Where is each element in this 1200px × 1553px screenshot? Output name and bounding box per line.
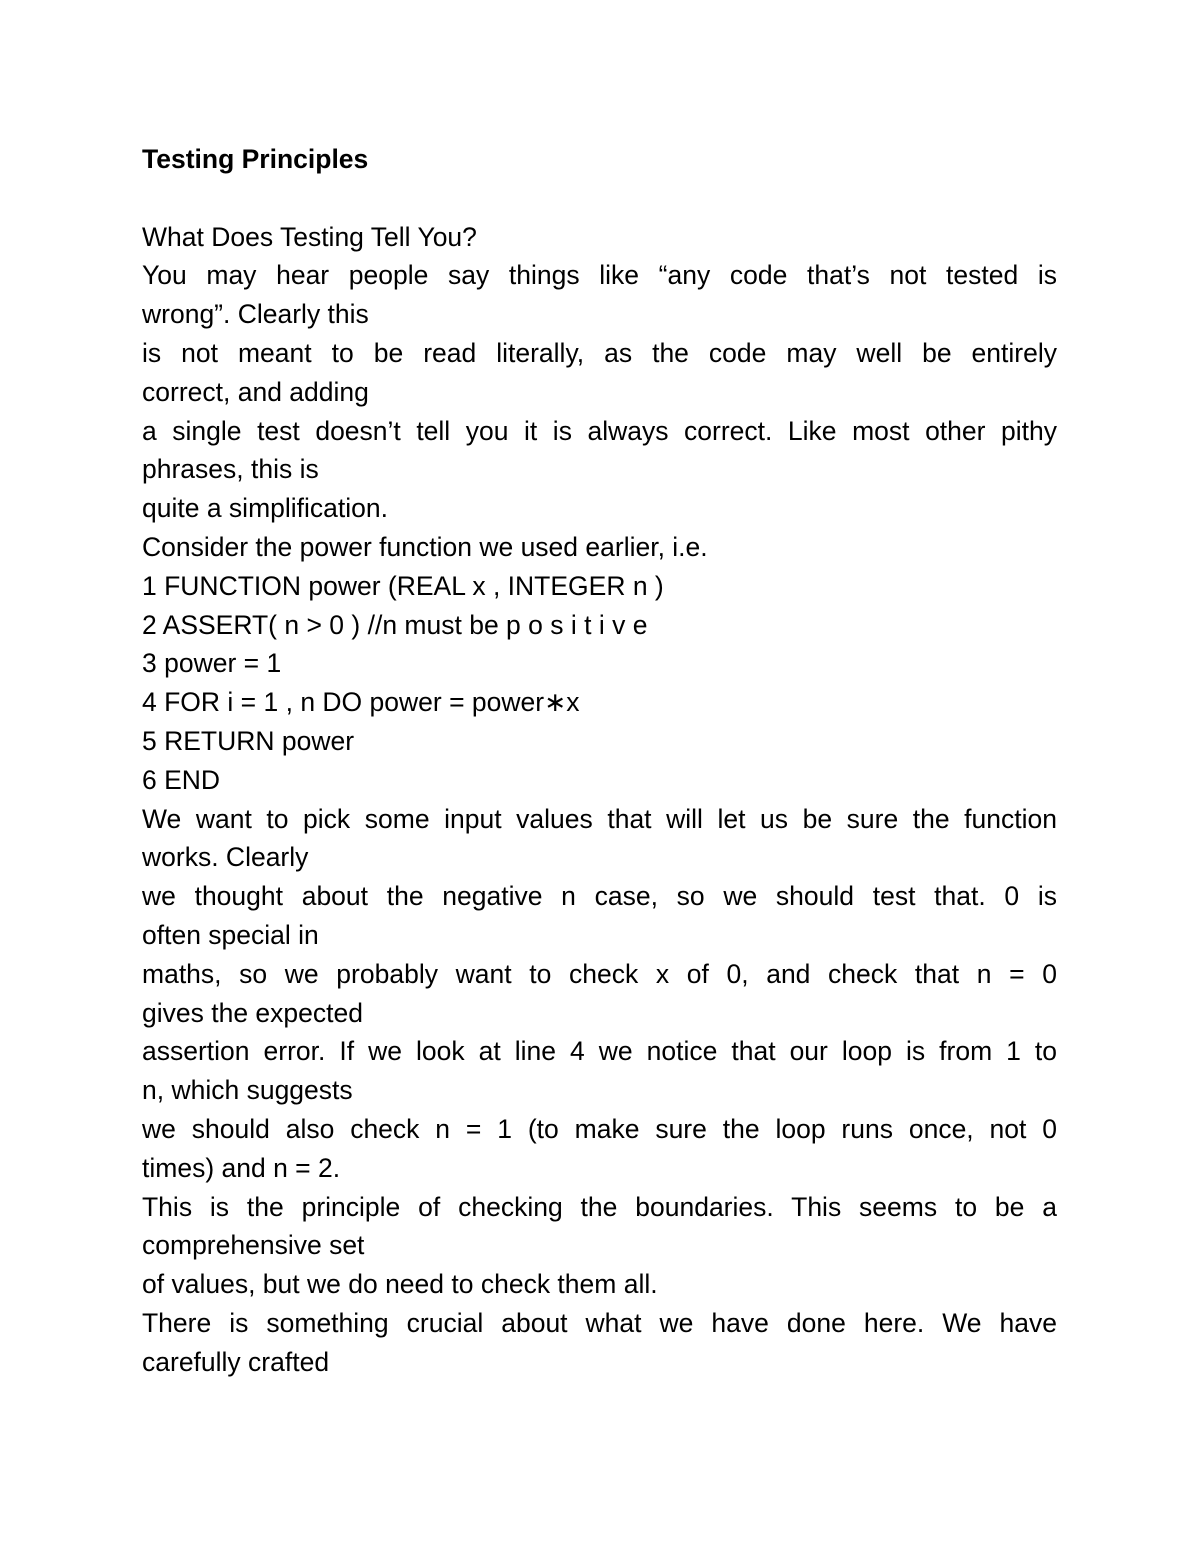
text-line: carefully crafted — [142, 1346, 330, 1377]
text-line: 1 FUNCTION power (REAL x , INTEGER n ) — [142, 570, 664, 601]
document-body — [142, 218, 1057, 1382]
text-line: often special in — [142, 919, 319, 950]
text-line: n, which suggests — [142, 1075, 353, 1106]
text-line: phrases, this is — [142, 454, 319, 485]
text-line: You may hear people say things like “any code that’s not tested is — [142, 260, 1057, 291]
text-line: gives the expected — [142, 997, 363, 1028]
text-line: wrong”. Clearly this — [142, 299, 369, 330]
text-line: we thought about the negative n case, so we should test that. 0 is — [142, 881, 1057, 912]
text-line: works. Clearly — [142, 842, 309, 873]
text-line: times) and n = 2. — [142, 1152, 341, 1183]
text-line: a single test doesn’t tell you it is always correct. Like most other pithy — [142, 415, 1057, 446]
text-line: Consider the power function we used earlier, i.e. — [142, 531, 708, 562]
text-line: 4 FOR i = 1 , n DO power = power∗x — [142, 687, 580, 718]
text-line: maths, so we probably want to check x of 0, and check that n = 0 — [142, 958, 1057, 989]
text-line: There is something crucial about what we have done here. We have — [142, 1307, 1057, 1338]
text-line: This is the principle of checking the boundaries. This seems to be a — [142, 1191, 1057, 1222]
blank-line — [142, 179, 1057, 218]
text-line: of values, but we do need to check them all. — [142, 1269, 658, 1300]
text-line: we should also check n = 1 (to make sure the loop runs once, not 0 — [142, 1113, 1057, 1144]
text-line: We want to pick some input values that will let us be sure the function — [142, 803, 1057, 834]
text-line: assertion error. If we look at line 4 we notice that our loop is from 1 to — [142, 1036, 1057, 1067]
text-line: correct, and adding — [142, 376, 369, 407]
text-line: comprehensive set — [142, 1230, 365, 1261]
text-line: quite a simplification. — [142, 493, 388, 524]
document-title: Testing Principles — [142, 144, 369, 174]
text-line: 6 END — [142, 764, 221, 795]
text-line: 3 power = 1 — [142, 648, 282, 679]
document-page — [142, 140, 1057, 1382]
text-line: is not meant to be read literally, as the code may well be entirely — [142, 337, 1057, 368]
text-line: 5 RETURN power — [142, 725, 355, 756]
text-line: What Does Testing Tell You? — [142, 221, 477, 252]
text-line: 2 ASSERT( n > 0 ) //n must be p o s i t i v e — [142, 609, 648, 640]
